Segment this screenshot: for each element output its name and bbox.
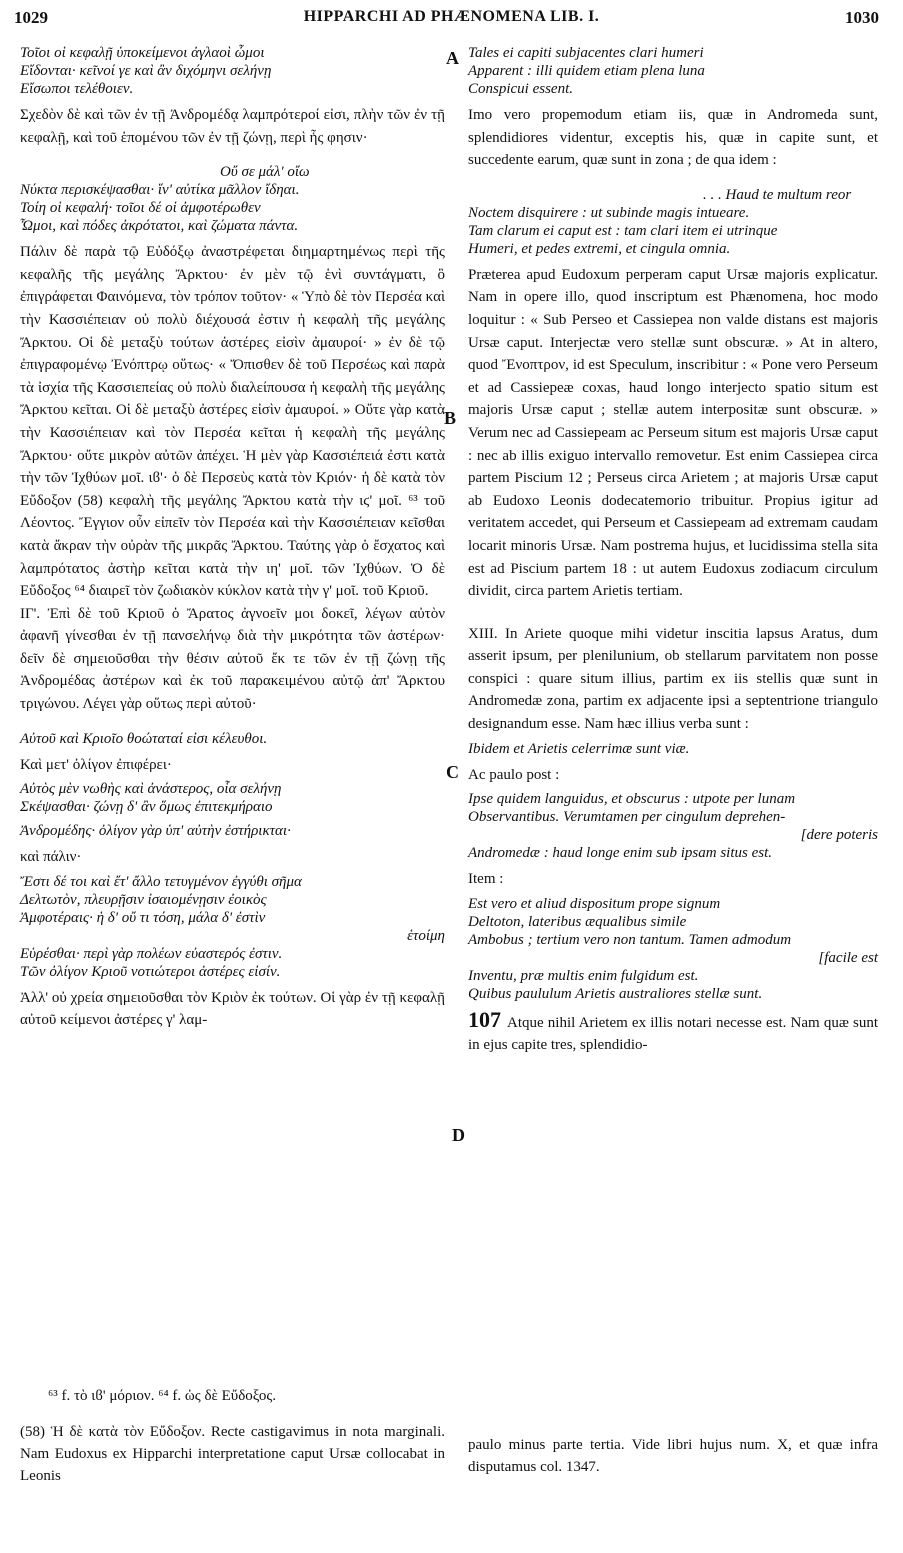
verse-line: Τῶν ὀλίγον Κριοῦ νοτιώτεροι ἀστέρες εἰσίν. xyxy=(20,963,281,980)
footnotes-left xyxy=(20,1385,445,1487)
greek-paragraph-4: Καὶ μετ' ὀλίγον ἐπιφέρει· xyxy=(20,756,172,773)
latin-column xyxy=(468,40,878,1057)
verse-line: Noctem disquirere : ut subinde magis intueare. xyxy=(468,204,750,221)
margin-letter-d: D xyxy=(452,1125,465,1145)
verse-line: [dere poteris xyxy=(800,827,878,844)
greek-verse-2 xyxy=(20,163,445,235)
verse-line: Εἴσωποι τελέθοιεν. xyxy=(20,81,134,97)
verse-line: . . . Haud te multum reor xyxy=(703,186,852,203)
greek-paragraph-5: καὶ πάλιν· xyxy=(20,849,82,866)
latin-verse-1 xyxy=(468,44,878,98)
verse-line: Humeri, et pedes extremi, et cingula omnia. xyxy=(468,240,731,257)
page-number-left: 1029 xyxy=(14,8,48,27)
latin-paragraph-2: Præterea apud Eudoxum perperam caput Ursæ majoris explicatur. Nam in opere illo, quod inscriptum est Phænomena, hoc modo loquitur : « Sub Perseo et Cassiepea non valde distans est majoris Ursæ caput. Interjectæ vero stellæ sunt obscuræ. » At in altero, quod Ἔνοπτρον, id est Speculum, inscribitur : « Pone vero Perseum et ad Cassiepeæ coxas, haud longo interjecto spatio situm est majoris Ursæ caput ; stellæ autem interpositæ sunt obscuræ. » Verum nec ad Cassiepeam ac Perseum situm est majoris Ursæ caput : nec ab illis exiguo intervallo removetur. Est enim Cassiepea circa partem Piscium 12 ; Perseus circa Arietem ; at majoris Ursæ caput ab Eudoxo Leonis dodecatemorio tribuitur. Propius igitur ad veritatem accedet, qui Perseum et Cassiepeam ad extremam caudam locarit minoris Ursæ. Nam postrema hujus, et lucidissima stella sita est ad Piscium partem 18 : ut autem Eudoxus zodiacum circulum dividit, circa partem Arietis tertiam. xyxy=(468,266,878,600)
verse-line: Inventu, præ multis enim fulgidum est. xyxy=(468,967,699,984)
verse-line: Observantibus. Verumtamen per cingulum deprehen- xyxy=(468,809,786,826)
margin-letter-a: A xyxy=(446,48,459,68)
greek-paragraph-6: Ἀλλ' οὐ χρεία σημειοῦσθαι τὸν Κριὸν ἐκ τούτων. Οἱ γὰρ ἐν τῇ κεφαλῇ αὐτοῦ κείμενοι ἀστέρες γ' λαμ- xyxy=(20,989,445,1029)
verse-line: Τοίη οἱ κεφαλή· τοῖοι δέ οἱ ἀμφοτέρωθεν xyxy=(20,200,261,217)
verse-line: Αὐτοῦ καὶ Κριοῖο θοώταταί εἰσι κέλευθοι. xyxy=(20,730,268,747)
latin-paragraph-3: XIII. In Ariete quoque mihi videtur inscitia lapsus Aratus, dum asserit ipsum, per plenilunium, ob stellarum parvitatem non posse conspici : quare situm illius, partim ex iis stellis quæ sunt in Andromedæ zona, partim ex adjacente ipsi a septentrione triangulo designandum esse. Nam hæc illius verba sunt : xyxy=(468,625,878,733)
verse-line: Οὔ σε μάλ' οἴω xyxy=(220,164,310,181)
verse-line: Ambobus ; tertium vero non tantum. Tamen admodum xyxy=(468,931,792,948)
greek-paragraph-1: Σχεδὸν δὲ καὶ τῶν ἐν τῇ Ἀνδρομέδᾳ λαμπρότεροί εἰσι, πλὴν τῶν ἐν τῇ κεφαλῇ, καὶ τοῦ ἑπομένου τῶν ἐν τῇ ζώνῃ, περὶ ἧς φησιν· xyxy=(20,107,445,146)
verse-line: Deltoton, lateribus æqualibus simile xyxy=(468,913,687,930)
verse-line: Ἔστι δέ τοι καὶ ἔτ' ἄλλο τετυγμένον ἐγγύθι σῆμα xyxy=(20,873,302,890)
page-number-right: 1030 xyxy=(845,8,879,27)
greek-paragraph-3: ΙΓ'. Ἐπὶ δὲ τοῦ Κριοῦ ὁ Ἄρατος ἀγνοεῖν μοι δοκεῖ, λέγων αὐτὸν ἀφανῆ γίνεσθαι ἐν τῇ πανσελήνῳ διὰ τὴν μικρότητα τῶν ἀστέρων· δεῖν δὲ σημειοῦσθαι τὴν θέσιν αὐτοῦ ἔκ τε τῶν ἐν τῇ ζώνῃ τῆς Ἀνδρομέδας ἀστέρων καὶ ἐκ τοῦ παρακειμένου αὐτῷ ἀπ' Ἄρκτου τριγώνου. Λέγει γὰρ οὕτως περὶ αὐτοῦ· xyxy=(20,605,445,713)
verse-line: Σκέψασθαι· ζώνῃ δ' ἂν ὅμως ἐπιτεκμήραιο xyxy=(20,799,273,816)
greek-footnotes: ⁶³ f. τὸ ιϐ' μόριον. ⁶⁴ f. ὡς δὲ Εὔδοξος. xyxy=(48,1388,277,1404)
verse-line: Apparent : illi quidem etiam plena luna xyxy=(468,63,705,79)
greek-verse-1 xyxy=(20,44,445,98)
verse-line: Ipse quidem languidus, et obscurus : utpote per lunam xyxy=(468,791,796,808)
running-title: HIPPARCHI AD PHÆNOMENA LIB. I. xyxy=(303,8,600,25)
latin-verse-6 xyxy=(468,895,878,1003)
margin-letter-c: C xyxy=(446,762,459,782)
greek-paragraph-2: Πάλιν δὲ παρὰ τῷ Εὐδόξῳ ἀναστρέφεται διημαρτημένως περὶ τῆς κεφαλῆς τῆς μεγάλης Ἄρκτου· ἐν μὲν τῷ ἑνὶ συντάγματι, ὃ ἐπιγράφεται Φαινόμενα, τὸν τρόπον τοῦτον· « Ὑπὸ δὲ τὸν Περσέα καὶ τὴν Κασσιέπειαν οὐ πολὺ διέχουσά ἐστιν ἡ κεφαλὴ τῆς μεγάλης Ἄρκτου. Οἱ δὲ μεταξὺ τούτων ἀστέρες εἰσὶν ἀμαυροί· » ἐν δὲ τῷ ἐπιγραφομένῳ Ἐνόπτρῳ οὕτως· « Ὄπισθεν δὲ τοῦ Περσέως καὶ παρὰ τὰ ἰσχία τῆς Κασσιεπείας οὐ πολὺ διαλείπουσα ἡ κεφαλὴ τῆς μεγάλης Ἄρκτου κεῖται. Οἱ δὲ μεταξὺ ἀστέρες εἰσὶν ἀμαυροί. » Οὔτε γὰρ κατὰ τὴν Κασσιέπειαν καὶ τὸν Περσέα κεῖται ἡ κεφαλὴ τῆς μεγάλης Ἄρκτου· οὔτε μικρὸν αὐτῶν ἀπέχει. Ἡ μὲν γὰρ Κασσιέπειά ἐστι κατὰ τὴν τῶν Ἰχθύων μοῖ. ιϐ'· ὁ δὲ Περσεὺς κατὰ τὸν Κριόν· ἡ δὲ κατὰ τὸν Εὔδοξον (58) κεφαλὴ τῆς μεγάλης Ἄρκτου κατὰ τὴν ιϛ' μοῖ. ⁶³ τοῦ Λέοντος. Ἔγγιον οὖν εἰπεῖν τὸν Περσέα καὶ τὴν Κασσιέπειαν κεῖσθαι κατὰ ἄκραν τὴν οὐρὰν τῆς μικρᾶς Ἄρκτου. Ταύτης γὰρ ὁ ἔσχατος καὶ λαμπρότατος ἀστὴρ κεῖται κατὰ τὴν ιη' μοῖ. τῶν Ἰχθύων. Ὁ δὲ Εὔδοξος ⁶⁴ διαιρεῖ τὸν ζωδιακὸν κύκλον κατὰ τὴν γ' μοῖ. τοῦ Κριοῦ. xyxy=(20,244,445,600)
editorial-note-right: paulo minus parte tertia. Vide libri hujus num. X, et quæ infra disputamus col. 1347. xyxy=(468,1437,878,1475)
greek-verse-3 xyxy=(20,730,445,748)
section-number: 107 xyxy=(468,1006,501,1032)
latin-paragraph-5: Item : xyxy=(468,871,504,888)
latin-verse-4 xyxy=(468,790,878,862)
verse-line: Tam clarum ei caput est : tam clari item ei utrinque xyxy=(468,222,778,239)
footnotes-right xyxy=(468,1434,878,1478)
latin-paragraph-6-text: Atque nihil Arietem ex illis notari necesse est. Nam quæ sunt in ejus capite tres, splendidio- xyxy=(468,1014,878,1054)
latin-paragraph-1: Imo vero propemodum etiam iis, quæ in Andromeda sunt, splendidiores videntur, exceptis his, quæ in capite sunt, et succedente earum, quæ sunt in zona ; de qua idem : xyxy=(468,107,878,169)
verse-line: Αὐτὸς μὲν νωθὴς καὶ ἀνάστερος, οἷα σελήνῃ xyxy=(20,781,282,798)
latin-verse-3 xyxy=(468,740,878,758)
verse-line: Ἀμφοτέραις· ἡ δ' οὔ τι τόση, μάλα δ' ἐστὶν xyxy=(20,909,266,926)
verse-line: [facile est xyxy=(818,949,878,966)
verse-line: Andromedæ : haud longe enim sub ipsam situs est. xyxy=(468,845,773,862)
latin-verse-2 xyxy=(468,186,878,258)
verse-line: Εἴδονται· κεῖνοί γε καὶ ἂν διχόμηνι σελήνῃ xyxy=(20,63,272,79)
margin-letter-b: B xyxy=(444,408,457,428)
latin-paragraph-6 xyxy=(468,1006,878,1057)
verse-line: Εὑρέσθαι· περὶ γὰρ πολέων εὐαστερός ἐστιν. xyxy=(20,945,283,962)
verse-line: Ibidem et Arietis celerrimæ sunt viæ. xyxy=(468,740,690,757)
greek-verse-6 xyxy=(20,873,445,981)
verse-line: Νύκτα περισκέψασθαι· ἵν' αὐτίκα μᾶλλον ἴδηαι. xyxy=(20,182,300,199)
verse-line: Τοῖοι οἱ κεφαλῇ ὑποκείμενοι ἀγλαοὶ ὦμοι xyxy=(20,45,265,61)
verse-line: Quibus paululum Arietis australiores stellæ sunt. xyxy=(468,985,763,1002)
latin-paragraph-4: Ac paulo post : xyxy=(468,766,560,783)
greek-verse-4 xyxy=(20,780,445,816)
verse-line: Ὦμοι, καὶ πόδες ἀκρότατοι, καὶ ζώματα πάντα. xyxy=(20,218,299,235)
greek-column xyxy=(20,40,445,1032)
verse-line: Est vero et aliud dispositum prope signum xyxy=(468,895,721,912)
verse-line: Tales ei capiti subjacentes clari humeri xyxy=(468,45,704,61)
verse-line: Conspicui essent. xyxy=(468,81,573,97)
verse-line: Δελτωτὸν, πλευρῇσιν ἰσαιομένῃσιν ἐοικὸς xyxy=(20,891,267,908)
greek-verse-5 xyxy=(20,822,445,840)
editorial-note-left: (58) Ἡ δὲ κατὰ τὸν Εὔδοξον. Recte castigavimus in nota marginali. Nam Eudoxus ex Hipparchi interpretatione caput Ursæ collocabat in Leonis xyxy=(20,1424,445,1484)
verse-line: Ἀνδρομέδης· ὀλίγον γὰρ ὑπ' αὐτὴν ἐστήρικται· xyxy=(20,823,291,840)
verse-line: ἑτοίμη xyxy=(407,927,445,944)
